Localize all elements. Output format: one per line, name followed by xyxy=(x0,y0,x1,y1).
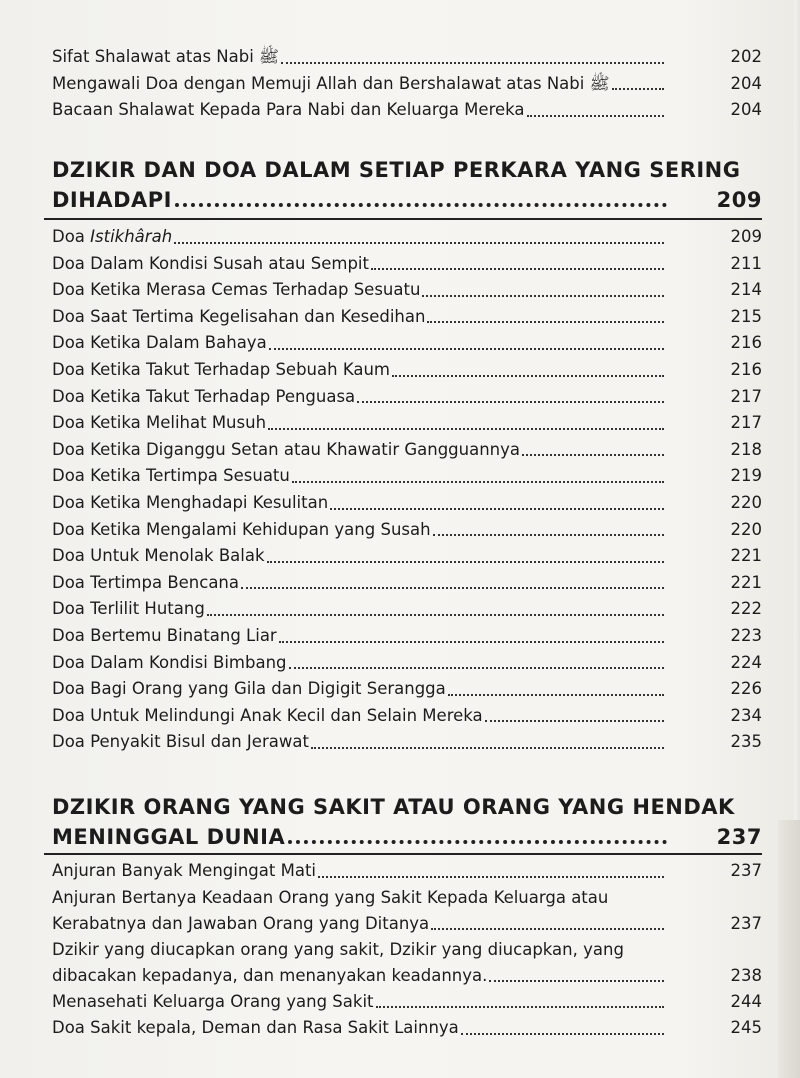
toc-entry-page: 221 xyxy=(730,572,762,592)
toc-entry xyxy=(52,71,762,98)
section-heading-line2: MENINGGAL DUNIA xyxy=(52,825,286,849)
toc-entry-page: 222 xyxy=(730,599,762,619)
leader-dots xyxy=(527,114,664,117)
toc-entry xyxy=(52,463,762,490)
toc-entry-title: Doa Penyakit Bisul dan Jerawat xyxy=(52,732,309,752)
section-rule xyxy=(44,853,762,855)
toc-section1-block xyxy=(52,224,762,756)
toc-entry-title: Doa Istikhârah xyxy=(52,227,173,246)
toc-entry-page: 216 xyxy=(730,359,762,379)
toc-entry-page: 237 xyxy=(730,861,762,880)
toc-entry-page: 204 xyxy=(730,100,762,120)
toc-entry xyxy=(52,330,762,357)
section-heading-page: 237 xyxy=(716,825,762,849)
toc-entry xyxy=(52,97,762,124)
toc-entry xyxy=(52,729,762,756)
leader-dots xyxy=(371,267,664,270)
toc-entry xyxy=(52,44,762,71)
toc-entry-title: Doa Saat Tertima Kegelisahan dan Kesedihan xyxy=(52,306,426,326)
toc-entry-title-line1: Anjuran Bertanya Keadaan Orang yang Sakit Kepada Keluarga atau xyxy=(52,887,609,907)
section-heading-line2: DIHADAPI xyxy=(52,188,172,212)
toc-entry xyxy=(52,703,762,730)
toc-entry-page: 235 xyxy=(730,732,762,752)
page-edge-shadow xyxy=(778,820,800,1078)
leader-dots xyxy=(292,480,664,483)
toc-entry-title: Mengawali Doa dengan Memuji Allah dan Bershalawat atas Nabi ﷺ xyxy=(52,73,610,93)
toc-entry xyxy=(52,623,762,650)
toc-entry-title: Doa Bagi Orang yang Gila dan Digigit Serangga xyxy=(52,679,446,699)
leader-dots xyxy=(268,427,664,430)
toc-entry-page: 202 xyxy=(730,47,762,66)
leader-dots xyxy=(279,640,664,643)
leader-dots xyxy=(330,507,664,510)
section-rule xyxy=(44,218,762,220)
section-heading-page: 209 xyxy=(716,188,762,212)
toc-entry-title-line1: Dzikir yang diucapkan orang yang sakit, Dzikir yang diucapkan, yang xyxy=(52,939,624,959)
toc-entry xyxy=(52,989,762,1016)
leader-dots xyxy=(376,1005,664,1008)
leader-dots xyxy=(357,400,664,403)
toc-entry-page: 226 xyxy=(730,679,762,699)
leader-dots xyxy=(174,241,664,244)
leader-dots xyxy=(289,666,664,669)
toc-entry xyxy=(52,676,762,703)
toc-entry xyxy=(52,596,762,623)
toc-entry-title: Menasehati Keluarga Orang yang Sakit xyxy=(52,991,374,1011)
toc-entry-title: Doa Ketika Takut Terhadap Sebuah Kaum xyxy=(52,359,390,379)
section-heading-line1: DZIKIR ORANG YANG SAKIT ATAU ORANG YANG HENDAK xyxy=(52,795,735,819)
toc-entry xyxy=(52,224,762,251)
leader-dots xyxy=(427,320,664,323)
toc-entry-title: Doa Ketika Diganggu Setan atau Khawatir Gangguannya xyxy=(52,439,521,459)
toc-entry-title: Doa Dalam Kondisi Bimbang xyxy=(52,652,287,672)
toc-entry-page: 215 xyxy=(730,306,762,326)
toc-entry-page: 238 xyxy=(730,965,762,985)
toc-entry-title: Sifat Shalawat atas Nabi ﷺ xyxy=(52,47,279,66)
toc-entry-page: 217 xyxy=(730,386,762,406)
leader-dots xyxy=(461,1032,664,1035)
leader-dots xyxy=(612,87,664,90)
leader-dots xyxy=(489,979,664,982)
toc-entry-title: Doa Dalam Kondisi Susah atau Sempit xyxy=(52,253,369,273)
leader-dots xyxy=(485,719,664,722)
toc-entry-page: 223 xyxy=(730,625,762,645)
toc-entry xyxy=(52,885,762,937)
toc-entry-title: Doa Ketika Mengalami Kehidupan yang Susah xyxy=(52,519,431,539)
toc-entry-page: 234 xyxy=(730,705,762,725)
toc-entry-title: Anjuran Banyak Mengingat Mati xyxy=(52,861,317,880)
toc-entry-title: Doa Tertimpa Bencana xyxy=(52,572,240,592)
toc-entry-title: Doa Ketika Melihat Musuh xyxy=(52,413,267,433)
toc-entry-title: Doa Ketika Tertimpa Sesuatu xyxy=(52,466,290,486)
toc-section2-block xyxy=(52,858,762,1042)
toc-entry-page: 221 xyxy=(730,546,762,566)
leader-dots xyxy=(267,560,664,563)
toc-entry xyxy=(52,650,762,677)
toc-entry xyxy=(52,570,762,597)
leader-dots xyxy=(175,202,667,207)
toc-entry-page: 214 xyxy=(730,280,762,300)
toc-entry-title: Kerabatnya dan Jawaban Orang yang Ditanya xyxy=(52,913,430,933)
toc-entry-page: 217 xyxy=(730,413,762,433)
section-heading-line1: DZIKIR DAN DOA DALAM SETIAP PERKARA YANG SERING xyxy=(52,158,741,182)
toc-entry-page: 219 xyxy=(730,466,762,486)
toc-entry xyxy=(52,517,762,544)
leader-dots xyxy=(311,746,664,749)
toc-entry-title: Doa Terlilit Hutang xyxy=(52,599,205,619)
toc-entry-page: 224 xyxy=(730,652,762,672)
toc-entry-page: 244 xyxy=(730,991,762,1011)
toc-entry-page: 220 xyxy=(730,492,762,512)
section-heading xyxy=(52,792,762,852)
toc-entry xyxy=(52,384,762,411)
leader-dots xyxy=(392,374,664,377)
section-heading xyxy=(52,155,762,215)
leader-dots xyxy=(281,61,664,64)
toc-entry-title: Doa Ketika Dalam Bahaya xyxy=(52,333,267,353)
toc-entry-title: Doa Sakit kepala, Deman dan Rasa Sakit Lainnya xyxy=(52,1018,459,1038)
toc-entry xyxy=(52,277,762,304)
toc-entry xyxy=(52,251,762,278)
toc-entry xyxy=(52,437,762,464)
leader-dots xyxy=(433,533,664,536)
toc-entry-page: 211 xyxy=(730,253,762,273)
toc-entry-title: dibacakan kepadanya, dan menanyakan keadannya. xyxy=(52,965,488,985)
toc-entry xyxy=(52,543,762,570)
toc-entry-title: Doa Untuk Melindungi Anak Kecil dan Selain Mereka xyxy=(52,705,483,725)
toc-entry-page: 216 xyxy=(730,333,762,353)
toc-entry xyxy=(52,410,762,437)
toc-entry xyxy=(52,858,762,885)
toc-entry xyxy=(52,357,762,384)
toc-entry-page: 237 xyxy=(730,913,762,933)
toc-entry xyxy=(52,1015,762,1042)
toc-entry-page: 204 xyxy=(730,73,762,93)
leader-dots xyxy=(288,839,667,844)
toc-entry-title: Bacaan Shalawat Kepada Para Nabi dan Keluarga Mereka xyxy=(52,100,525,120)
toc-entry xyxy=(52,937,762,989)
leader-dots xyxy=(522,453,664,456)
toc-entry-page: 220 xyxy=(730,519,762,539)
leader-dots xyxy=(207,613,664,616)
toc-entry xyxy=(52,304,762,331)
leader-dots xyxy=(318,875,664,878)
leader-dots xyxy=(431,927,664,930)
toc-top-block xyxy=(52,44,762,124)
leader-dots xyxy=(241,586,664,589)
toc-entry-title: Doa Ketika Takut Terhadap Penguasa xyxy=(52,386,356,406)
leader-dots xyxy=(448,693,664,696)
leader-dots xyxy=(422,294,664,297)
toc-entry-page: 209 xyxy=(730,227,762,246)
toc-entry-title: Doa Ketika Merasa Cemas Terhadap Sesuatu xyxy=(52,280,421,300)
toc-entry-title: Doa Untuk Menolak Balak xyxy=(52,546,265,566)
page-edge-shadow xyxy=(794,0,800,820)
leader-dots xyxy=(269,347,664,350)
toc-entry xyxy=(52,490,762,517)
toc-entry-page: 245 xyxy=(730,1018,762,1038)
toc-entry-title: Doa Bertemu Binatang Liar xyxy=(52,625,277,645)
toc-entry-title: Doa Ketika Menghadapi Kesulitan xyxy=(52,492,329,512)
toc-entry-page: 218 xyxy=(730,439,762,459)
